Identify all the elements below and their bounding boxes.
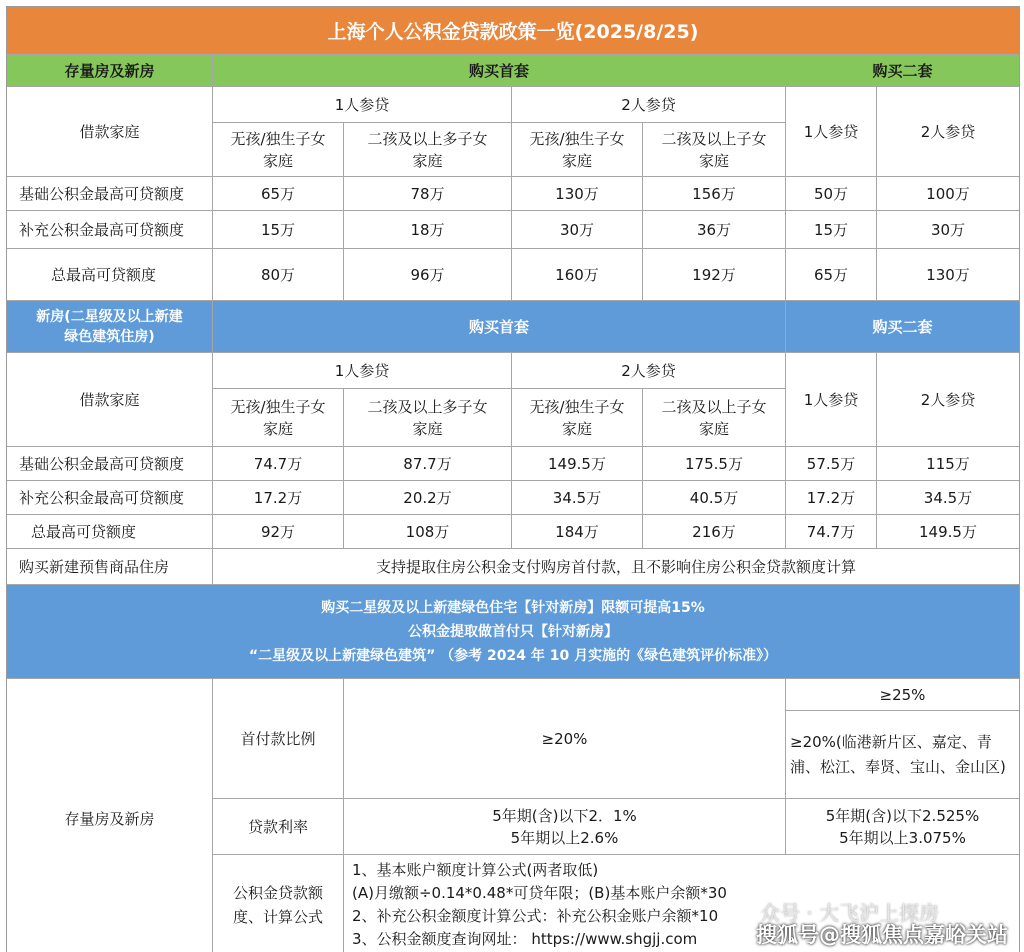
section2-row1-v3: 149.5万	[512, 447, 643, 481]
section2-row1-v4: 175.5万	[643, 447, 786, 481]
policy-table	[6, 6, 1020, 952]
formula-line-4: 3、公积金额度查询网址： https://www.shgjj.com	[352, 929, 698, 948]
section2-row3-v3: 184万	[512, 515, 643, 549]
down-payment-second-b: ≥20%(临港新片区、嘉定、青浦、松江、奉贤、宝山、金山区)	[786, 711, 1019, 799]
section1-two-person: 2人参贷	[512, 87, 786, 123]
section2-row3-v6: 149.5万	[877, 515, 1019, 549]
section2-row2-label: 补充公积金最高可贷额度	[7, 481, 213, 515]
section2-row1-v6: 115万	[877, 447, 1019, 481]
section1-row3-v3: 160万	[512, 249, 643, 301]
section1-header: 存量房及新房	[7, 55, 213, 87]
section2-row1-v5: 57.5万	[786, 447, 877, 481]
section1-row2-v2: 18万	[344, 211, 512, 249]
section2-subcol-2: 二孩及以上多子女 家庭	[344, 389, 512, 447]
section2-one-person: 1人参贷	[213, 353, 512, 389]
section1-second-one-person: 1人参贷	[786, 87, 877, 177]
section1-row2-v1: 15万	[213, 211, 344, 249]
section1-second-two-person: 2人参贷	[877, 87, 1019, 177]
section1-row1-v2: 78万	[344, 177, 512, 211]
rate-label: 贷款利率	[213, 799, 344, 855]
section1-row1-v5: 50万	[786, 177, 877, 211]
section2-row1-v1: 74.7万	[213, 447, 344, 481]
section1-row3-v4: 192万	[643, 249, 786, 301]
section1-subcol-3: 无孩/独生子女 家庭	[512, 123, 643, 177]
section2-row3-v1: 92万	[213, 515, 344, 549]
section2-row3-v5: 74.7万	[786, 515, 877, 549]
banner-line-1: 购买二星级及以上新建绿色住宅【针对新房】限额可提高15%	[321, 599, 705, 616]
down-payment-label: 首付款比例	[213, 679, 344, 799]
section1-row2-v3: 30万	[512, 211, 643, 249]
section1-subcol-4: 二孩及以上子女 家庭	[643, 123, 786, 177]
section2-header: 新房(二星级及以上新建 绿色建筑住房)	[7, 301, 213, 353]
section2-subcol-3: 无孩/独生子女 家庭	[512, 389, 643, 447]
section1-row3-v2: 96万	[344, 249, 512, 301]
section2-subcol-4: 二孩及以上子女 家庭	[643, 389, 786, 447]
section1-row3-v1: 80万	[213, 249, 344, 301]
section1-row1-label: 基础公积金最高可贷额度	[7, 177, 213, 211]
section2-two-person: 2人参贷	[512, 353, 786, 389]
section2-family-label: 借款家庭	[7, 353, 213, 447]
section1-row2-v4: 36万	[643, 211, 786, 249]
rate-first: 5年期(含)以下2．1% 5年期以上2.6%	[344, 799, 786, 855]
section2-row1-v2: 87.7万	[344, 447, 512, 481]
section3-left-label: 存量房及新房	[7, 679, 213, 952]
section1-row3-label: 总最高可贷额度	[7, 249, 213, 301]
section2-subcol-1: 无孩/独生子女 家庭	[213, 389, 344, 447]
section2-second-purchase: 购买二套	[786, 301, 1019, 353]
section1-subcol-1: 无孩/独生子女 家庭	[213, 123, 344, 177]
section2-second-two-person: 2人参贷	[877, 353, 1019, 447]
section1-row1-v4: 156万	[643, 177, 786, 211]
rate-second: 5年期(含)以下2.525% 5年期以上3.075%	[786, 799, 1019, 855]
presale-label: 购买新建预售商品住房	[7, 549, 213, 585]
banner-line-2: 公积金提取做首付只【针对新房】	[408, 623, 618, 640]
section2-row2-v1: 17.2万	[213, 481, 344, 515]
formula-line-2: (A)月缴额÷0.14*0.48*可贷年限；(B)基本账户余额*30	[352, 883, 727, 902]
section1-first-purchase: 购买首套	[213, 55, 786, 87]
section1-row2-v5: 15万	[786, 211, 877, 249]
section1-row3-v5: 65万	[786, 249, 877, 301]
section2-row3-label: 总最高可贷额度	[7, 515, 213, 549]
presale-text: 支持提取住房公积金支付购房首付款，且不影响住房公积金贷款额度计算	[213, 549, 1019, 585]
section2-second-one-person: 1人参贷	[786, 353, 877, 447]
section2-row2-v6: 34.5万	[877, 481, 1019, 515]
section2-row2-v5: 17.2万	[786, 481, 877, 515]
section1-row1-v6: 100万	[877, 177, 1019, 211]
formula-label: 公积金贷款额 度、计算公式	[213, 855, 344, 952]
section1-row2-v6: 30万	[877, 211, 1019, 249]
section2-row2-v2: 20.2万	[344, 481, 512, 515]
down-payment-first: ≥20%	[344, 679, 786, 799]
page-title: 上海个人公积金贷款政策一览(2025/8/25)	[7, 7, 1019, 55]
banner-line-3: “二星级及以上新建绿色建筑” （参考 2024 年 10 月实施的《绿色建筑评价标准》）	[248, 647, 778, 664]
section1-row1-v1: 65万	[213, 177, 344, 211]
section2-row3-v2: 108万	[344, 515, 512, 549]
section1-row3-v6: 130万	[877, 249, 1019, 301]
section1-family-label: 借款家庭	[7, 87, 213, 177]
section2-row1-label: 基础公积金最高可贷额度	[7, 447, 213, 481]
section1-second-purchase: 购买二套	[786, 55, 1019, 87]
formula-line-1: 1、基本账户额度计算公式(两者取低)	[352, 860, 599, 879]
section1-subcol-2: 二孩及以上多子女 家庭	[344, 123, 512, 177]
section1-row1-v3: 130万	[512, 177, 643, 211]
section2-row3-v4: 216万	[643, 515, 786, 549]
down-payment-second-a: ≥25%	[786, 679, 1019, 711]
section1-row2-label: 补充公积金最高可贷额度	[7, 211, 213, 249]
section2-row2-v3: 34.5万	[512, 481, 643, 515]
green-building-banner	[7, 585, 1019, 679]
watermark-sohu: 搜狐号@搜狐焦点嘉峪关站	[756, 923, 1008, 947]
section2-first-purchase: 购买首套	[213, 301, 786, 353]
watermark-public-account: 众号 · 大飞沪上探房	[760, 901, 940, 925]
section1-one-person: 1人参贷	[213, 87, 512, 123]
formula-line-3: 2、补充公积金额度计算公式：补充公积金账户余额*10	[352, 906, 719, 925]
section2-row2-v4: 40.5万	[643, 481, 786, 515]
